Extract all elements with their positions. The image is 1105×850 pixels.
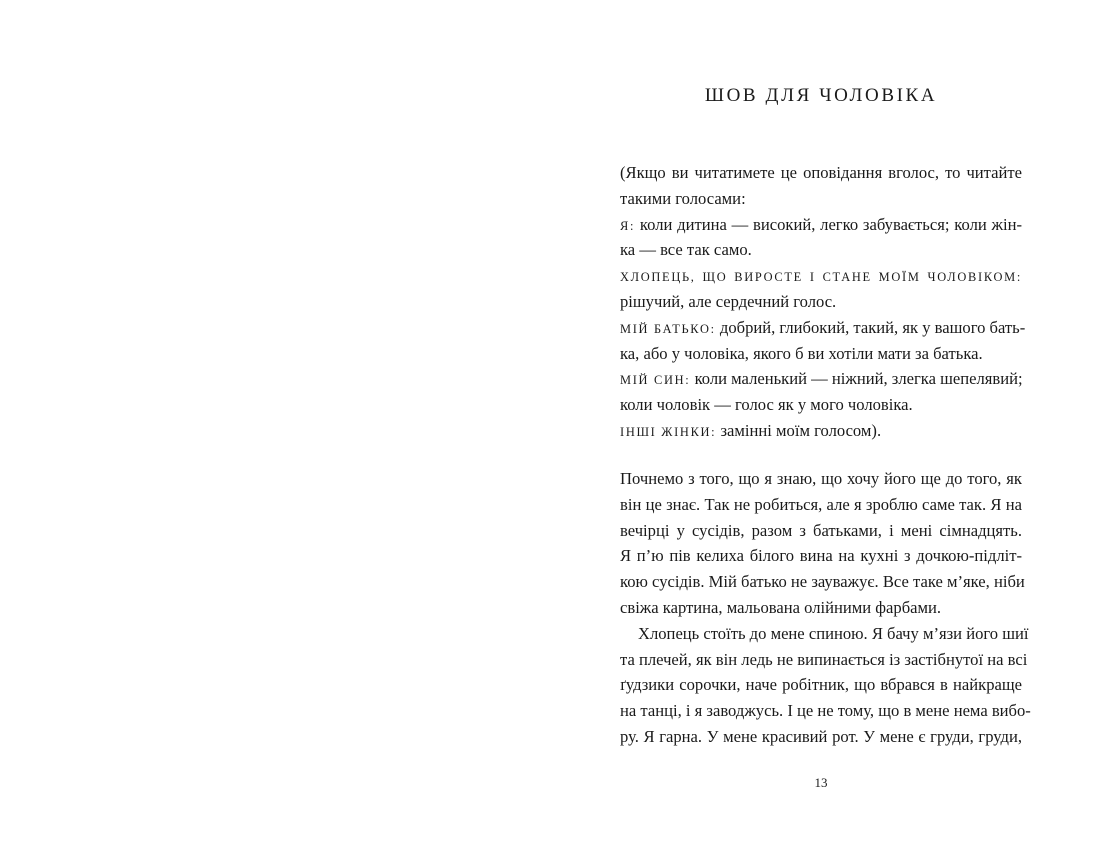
voice-son-continued: коли чоловік — голос як у мого чоловіка.: [620, 395, 913, 415]
voice-women-text: замінні моїм голосом).: [720, 420, 882, 440]
story-body: [620, 466, 1031, 750]
voice-son: [620, 366, 1022, 392]
voice-son-text: коли маленький — ніжний, злегка шепелявий;: [694, 369, 1023, 389]
paragraph-2-line: ґудзики сорочки, наче робітник, що вбрався в найкраще: [620, 675, 1022, 695]
paragraph-2-line: ру. Я гарна. У мене красивий рот. У мене є груди, груди,: [620, 726, 1022, 746]
voice-father-label: МІЙ БАТЬКО:: [620, 321, 716, 336]
chapter-title: ШОВ ДЛЯ ЧОЛОВІКА: [704, 85, 938, 106]
intro-line-1: (Якщо ви читатимете це оповідання вголос, то читайте: [620, 163, 1022, 182]
voice-me-label: Я:: [620, 218, 636, 233]
voice-boy: [620, 263, 1022, 289]
paragraph-1-line: Я п’ю пів келиха білого вина на кухні з дочкою-підліт-: [620, 546, 1022, 566]
voice-me-text: коли дитина — високий, легко забувається; коли жін-: [639, 214, 1022, 234]
paragraph-2-line: Хлопець стоїть до мене спиною. Я бачу м’язи його шиї: [638, 623, 1029, 643]
voice-me: [620, 212, 1022, 238]
voice-instructions: [620, 160, 1026, 444]
voice-father: [620, 315, 1026, 341]
paragraph-1-line: кою сусідів. Мій батько не зауважує. Все таке м’яке, ніби: [620, 572, 1025, 592]
left-page-blank: [0, 0, 552, 850]
paragraph-2-line: та плечей, як він ледь не випинається із застібнутої на всі: [620, 649, 1028, 669]
paragraph-1-line: свіжа картина, мальована олійними фарбами.: [620, 597, 942, 617]
voice-women-label: ІНШІ ЖІНКИ:: [620, 424, 717, 439]
paragraph-1-line: вечірці у сусідів, разом з батьками, і мені сімнадцять.: [620, 520, 1022, 540]
voice-father-continued: ка, або у чоловіка, якого б ви хотіли мати за батька.: [620, 343, 983, 363]
voice-father-text: добрий, глибокий, такий, як у вашого бать-: [719, 317, 1026, 337]
paragraph-1-line: він це знає. Так не робиться, але я зроблю саме так. Я на: [620, 494, 1022, 514]
voice-son-label: МІЙ СИН:: [620, 373, 691, 388]
paragraph-2-line: на танці, і я заводжусь. І це не тому, що в мене нема вибо-: [620, 701, 1031, 721]
intro-line-2: такими голосами:: [620, 188, 746, 208]
voice-me-continued: ка — все так само.: [620, 240, 752, 260]
voice-boy-label: ХЛОПЕЦЬ, ЩО ВИРОСТЕ І СТАНЕ МОЇМ ЧОЛОВІКОМ:: [620, 270, 1022, 285]
paragraph-1-line: Почнемо з того, що я знаю, що хочу його ще до того, як: [620, 469, 1022, 488]
page-number: 13: [814, 775, 828, 790]
voice-women: [620, 418, 1022, 444]
voice-boy-text: рішучий, але сердечний голос.: [620, 291, 837, 311]
